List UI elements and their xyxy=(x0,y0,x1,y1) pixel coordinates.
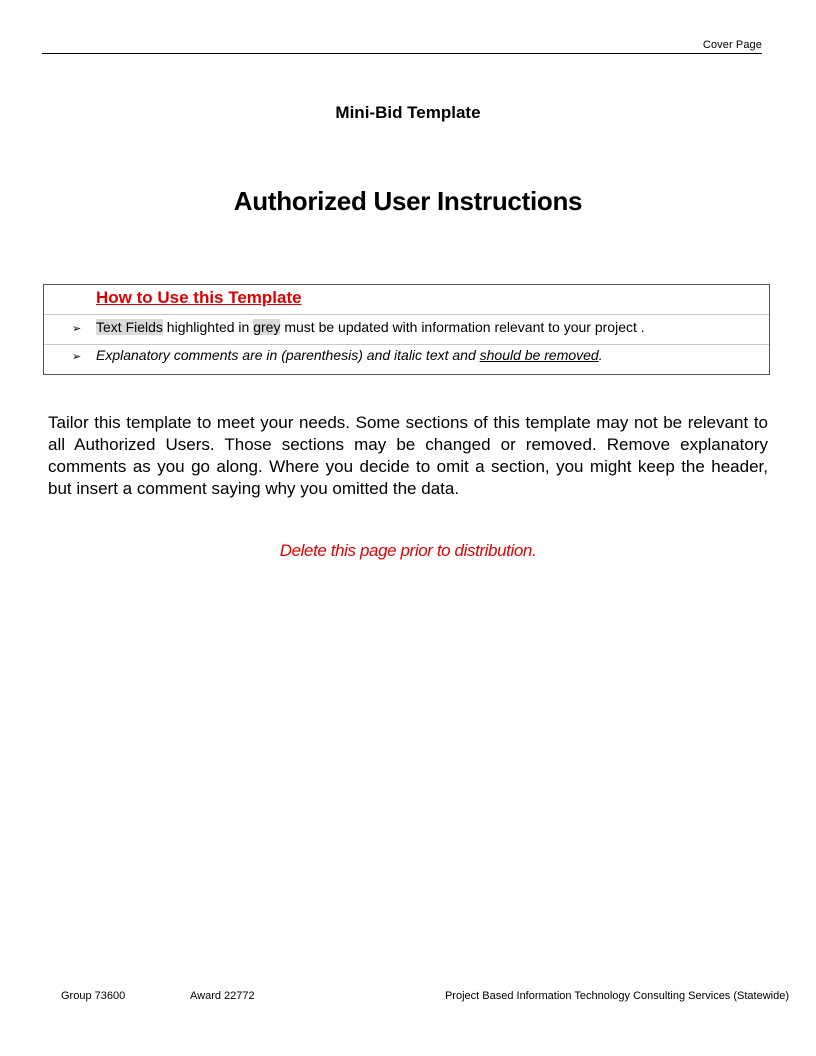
instruction-item-text-fields xyxy=(72,319,645,335)
instruction-text: . xyxy=(598,347,603,363)
arrow-bullet-icon: ➢ xyxy=(72,351,82,363)
header-section-label: Cover Page xyxy=(702,39,762,51)
instruction-text: Explanatory comments are in (parenthesis) and italic text and xyxy=(96,347,480,363)
arrow-bullet-icon: ➢ xyxy=(72,323,82,335)
footer-group: Group 73600 xyxy=(61,990,126,1002)
footer-project-title: Project Based Information Technology Consulting Services (Statewide) xyxy=(444,990,789,1002)
footer-award: Award 22772 xyxy=(190,990,255,1002)
header-rule xyxy=(42,53,762,54)
instructions-box xyxy=(43,284,770,375)
instructions-divider xyxy=(44,344,769,345)
instruction-text: highlighted in xyxy=(162,319,254,335)
document-subtitle: Mini-Bid Template xyxy=(335,103,481,122)
should-be-removed-text: should be removed xyxy=(479,347,599,363)
delete-page-note: Delete this page prior to distribution. xyxy=(279,541,537,560)
instruction-text: must be updated with information relevant to your project . xyxy=(280,319,645,335)
instructions-heading: How to Use this Template xyxy=(96,288,302,307)
instruction-item-comments xyxy=(72,347,603,363)
tailor-template-paragraph: Tailor this template to meet your needs. Some sections of this template may not be relevant to all Authorized Users. Those sections may be changed or removed. Remove explanatory comments as you go along. Where you decide to omit a section, you might keep the header, but insert a comment saying why you omitted the data. xyxy=(48,413,768,498)
highlighted-text-fields: Text Fields xyxy=(96,319,163,335)
instructions-divider xyxy=(44,314,769,315)
document-title: Authorized User Instructions xyxy=(233,186,583,216)
highlighted-grey: grey xyxy=(253,319,281,335)
